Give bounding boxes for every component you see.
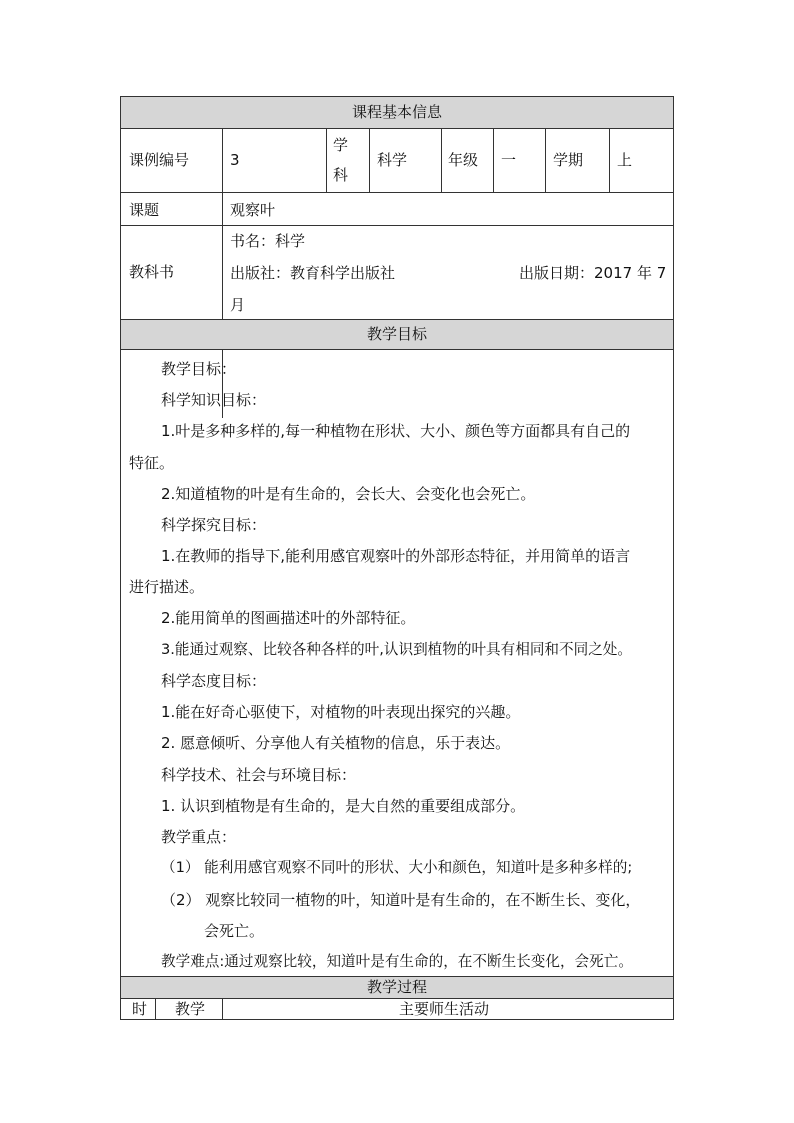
process-col-activities: 主要师生活动 xyxy=(399,1000,490,1018)
objective-line: 教学重点： xyxy=(161,828,237,846)
objective-line: 1.叶是多种多样的,每一种植物在形状、大小、颜色等方面都具有自己的 xyxy=(161,422,631,440)
objective-line: 教学目标： xyxy=(161,360,237,378)
course-basic-info-title: 课程基本信息 xyxy=(351,103,442,121)
teaching-objectives-title: 教学目标 xyxy=(366,325,427,343)
topic-value: 观察叶 xyxy=(230,201,276,219)
objective-line: 3.能通过观察、比较各种各样的叶,认识到植物的叶具有相同和不同之处。 xyxy=(161,641,632,658)
objective-line: 2.能用简单的图画描述叶的外部特征。 xyxy=(161,609,416,627)
course-basic-info-header xyxy=(121,97,673,128)
process-col-time: 时 xyxy=(132,1000,148,1018)
teaching-process-title: 教学过程 xyxy=(366,978,427,996)
process-col-teaching: 教学 xyxy=(175,1000,206,1018)
topic-label: 课题 xyxy=(129,201,160,219)
teaching-objectives-header xyxy=(121,320,673,349)
objective-line: 1. 认识到植物是有生命的，是大自然的重要组成部分。 xyxy=(161,797,526,815)
objective-line: 进行描述。 xyxy=(129,578,205,596)
course-info-table xyxy=(120,96,674,1020)
objective-line: 科学知识目标： xyxy=(161,391,267,409)
objective-line: 会死亡。 xyxy=(204,922,265,940)
case-number-label: 课例编号 xyxy=(129,151,190,169)
objective-line: 1.在教师的指导下,能利用感官观察叶的外部形态特征，并用简单的语言 xyxy=(161,547,631,565)
objective-line: （2） 观察比较同一植物的叶，知道叶是有生命的，在不断生长、变化， xyxy=(161,891,641,909)
publish-date: 出版日期：2017 年 7 xyxy=(519,264,667,282)
objective-line: 教学难点:通过观察比较，知道叶是有生命的，在不断生长变化，会死亡。 xyxy=(161,953,633,970)
objective-line: 特征。 xyxy=(129,454,175,472)
term-label: 学期 xyxy=(553,151,584,169)
publisher: 出版社：教育科学出版社 xyxy=(230,264,396,282)
textbook-label: 教科书 xyxy=(129,263,175,281)
subject-label-line2: 科 xyxy=(333,166,349,184)
subject-value: 科学 xyxy=(377,151,408,169)
subject-label-line1: 学 xyxy=(333,136,349,154)
teaching-process-header xyxy=(121,977,673,998)
objective-line: 科学技术、社会与环境目标： xyxy=(161,766,357,784)
objective-line: 科学探究目标： xyxy=(161,516,267,534)
case-number-value: 3 xyxy=(230,151,240,169)
objective-line: 1.能在好奇心驱使下，对植物的叶表现出探究的兴趣。 xyxy=(161,703,521,721)
grade-value: 一 xyxy=(501,151,517,169)
term-value: 上 xyxy=(617,151,633,169)
objective-line: 2. 愿意倾听、分享他人有关植物的信息，乐于表达。 xyxy=(161,734,511,752)
book-name: 书名：科学 xyxy=(230,232,306,250)
grade-label: 年级 xyxy=(448,151,479,169)
objective-line: （1） 能利用感官观察不同叶的形状、大小和颜色，知道叶是多种多样的; xyxy=(161,859,633,876)
objective-line: 科学态度目标： xyxy=(161,672,267,690)
objective-line: 2.知道植物的叶是有生命的，会长大、会变化也会死亡。 xyxy=(161,485,536,503)
publish-date-continued: 月 xyxy=(230,296,246,314)
